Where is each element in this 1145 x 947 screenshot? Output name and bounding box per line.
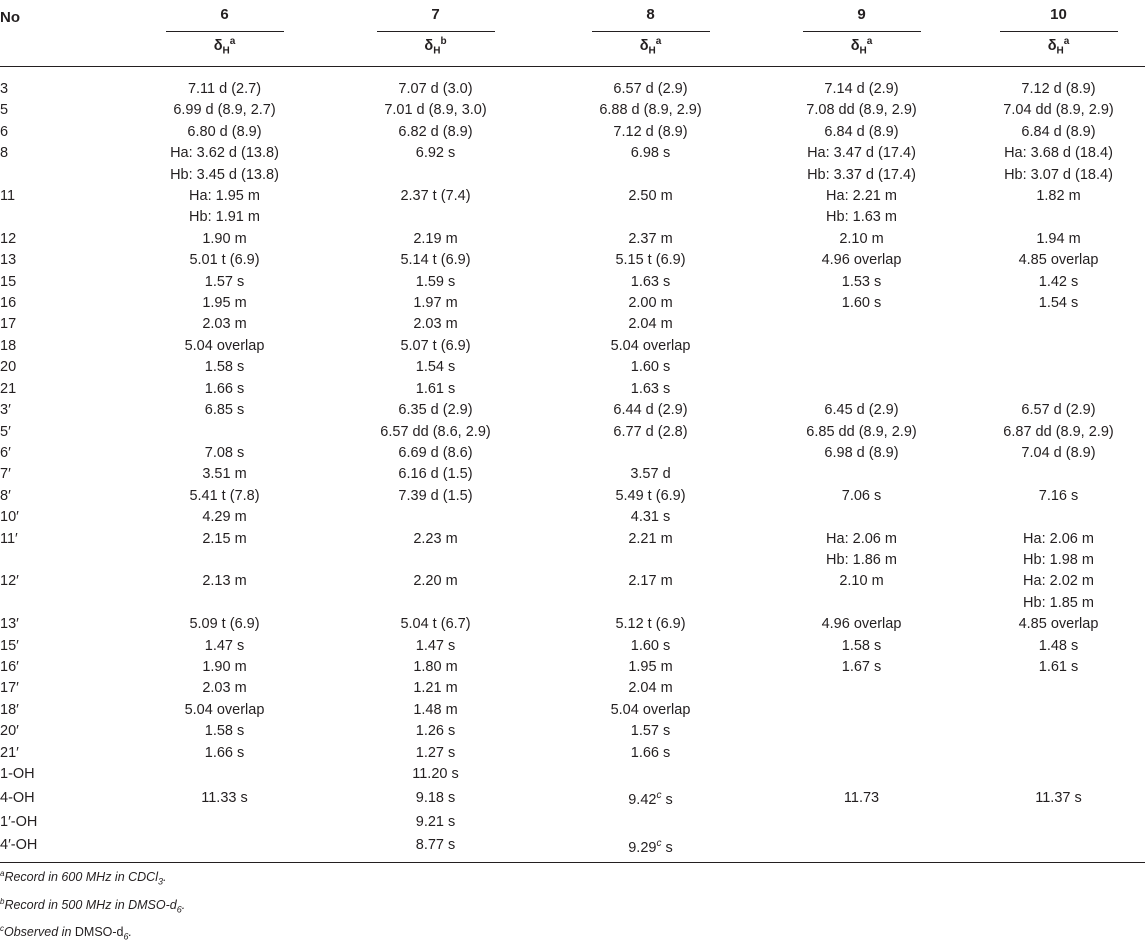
table-row [0, 812, 1145, 833]
shift-cell: 2.21 m [628, 530, 673, 547]
shift-cell: 7.39 d (1.5) [398, 487, 473, 504]
shift-cell: Ha: 2.06 m [1023, 530, 1094, 547]
row-label: 13 [0, 252, 17, 269]
shift-cell: 5.04 overlap [184, 337, 265, 354]
row-label: 12 [0, 230, 17, 247]
shift-cell: 1.60 s [630, 637, 671, 654]
table-row [0, 207, 1145, 228]
row-label: 1-OH [0, 766, 35, 782]
shift-cell: Ha: 2.21 m [826, 188, 897, 205]
shift-cell: Hb: 1.85 m [1023, 594, 1094, 611]
table-row [0, 400, 1145, 421]
shift-cell [972, 207, 1145, 228]
shift-cell [550, 550, 751, 571]
table-row [0, 593, 1145, 614]
shift-cell [972, 833, 1145, 863]
shift-cell: 2.03 m [413, 316, 458, 333]
shift-cell: Ha: 2.06 m [826, 530, 897, 547]
row-label: 6 [0, 123, 9, 140]
row-label [0, 550, 128, 571]
header-compound-7: 7 [321, 0, 550, 34]
shift-cell: 1.80 m [413, 658, 458, 675]
shift-cell [550, 593, 751, 614]
shift-cell: 1.58 s [204, 359, 245, 376]
shift-cell: 6.57 dd (8.6, 2.9) [380, 423, 491, 440]
table-row [0, 785, 1145, 811]
row-label: 12′ [0, 573, 19, 590]
shift-cell: 9.21 s [415, 813, 456, 830]
shift-cell: 1.57 s [204, 273, 245, 290]
shift-cell: 1.27 s [415, 744, 456, 761]
header-no: No [0, 8, 20, 26]
row-label: 8′ [0, 487, 11, 504]
shift-cell: 6.85 s [204, 402, 245, 419]
row-label: 6′ [0, 444, 11, 461]
table-row [0, 833, 1145, 863]
table-row [0, 79, 1145, 100]
shift-cell: 7.04 dd (8.9, 2.9) [1003, 102, 1114, 119]
shift-cell: 5.49 t (6.9) [615, 487, 686, 504]
row-label: 16′ [0, 658, 19, 675]
header-row-compounds [0, 0, 1145, 34]
shift-cell: 5.41 t (7.8) [189, 487, 260, 504]
shift-cell: 2.10 m [839, 573, 884, 590]
shift-cell: 4.29 m [202, 509, 247, 526]
shift-cell [128, 593, 321, 614]
table-row [0, 636, 1145, 657]
table-row [0, 529, 1145, 550]
row-label [0, 207, 128, 228]
table-row [0, 764, 1145, 785]
shift-cell: 2.04 m [628, 316, 673, 333]
shift-cell: 1.57 s [630, 723, 671, 740]
shift-cell: 1.97 m [413, 295, 458, 312]
row-label: 10′ [0, 509, 19, 526]
shift-cell [321, 165, 550, 186]
shift-cell: 11.20 s [412, 766, 459, 782]
shift-cell [751, 357, 972, 378]
shift-cell [128, 812, 321, 833]
table-row [0, 250, 1145, 271]
shift-cell: 6.84 d (8.9) [824, 123, 899, 140]
shift-cell: 9.18 s [415, 789, 456, 806]
delta-header-7: $\delta_H^b$ [321, 34, 550, 67]
shift-cell [321, 507, 550, 528]
shift-cell [550, 165, 751, 186]
shift-cell [321, 550, 550, 571]
shift-cell [550, 812, 751, 833]
shift-cell: 7.12 d (8.9) [613, 123, 688, 140]
row-label: 15′ [0, 637, 19, 654]
table-row [0, 550, 1145, 571]
shift-cell [550, 764, 751, 785]
table-row [0, 272, 1145, 293]
table-row [0, 357, 1145, 378]
shift-cell: 1.58 s [204, 723, 245, 740]
shift-cell: 2.03 m [202, 316, 247, 333]
shift-cell: Ha: 3.47 d (17.4) [807, 145, 916, 162]
shift-cell: 6.98 s [630, 145, 671, 162]
shift-cell: 1.66 s [630, 744, 671, 761]
shift-cell: 6.84 d (8.9) [1021, 123, 1096, 140]
shift-cell [751, 336, 972, 357]
table-row [0, 743, 1145, 764]
shift-cell: 2.50 m [628, 188, 673, 205]
row-label: 5′ [0, 423, 11, 440]
shift-cell: 6.69 d (8.6) [398, 444, 473, 461]
shift-cell [751, 379, 972, 400]
footnotes [0, 864, 185, 947]
shift-cell: 1.26 s [415, 723, 456, 740]
shift-cell [751, 700, 972, 721]
shift-cell: 6.35 d (2.9) [398, 402, 473, 419]
table-row [0, 122, 1145, 143]
shift-cell: 6.85 dd (8.9, 2.9) [806, 423, 917, 440]
shift-cell: 1.66 s [204, 380, 245, 397]
header-compound-9: 9 [751, 0, 972, 34]
row-label: 3 [0, 81, 9, 97]
shift-cell [972, 700, 1145, 721]
row-label: 11 [0, 188, 16, 205]
table-row [0, 700, 1145, 721]
footnote-mark: c [656, 838, 662, 850]
shift-cell: Ha: 2.02 m [1023, 573, 1094, 590]
row-label: 21′ [0, 744, 19, 761]
shift-cell: 5.14 t (6.9) [400, 252, 471, 269]
shift-cell [321, 207, 550, 228]
row-label: 17 [0, 316, 17, 333]
shift-cell [972, 764, 1145, 785]
shift-cell: 3.51 m [202, 466, 247, 483]
shift-cell: 4.96 overlap [821, 616, 902, 633]
shift-cell: 2.03 m [202, 680, 247, 697]
shift-cell [751, 812, 972, 833]
shift-cell: 2.15 m [202, 530, 247, 547]
table-row [0, 657, 1145, 678]
shift-cell: 6.44 d (2.9) [613, 402, 688, 419]
shift-cell: 7.07 d (3.0) [398, 81, 473, 97]
shift-cell: 1.54 s [1038, 295, 1079, 312]
row-label: 3′ [0, 402, 11, 419]
shift-cell [972, 336, 1145, 357]
delta-header-9: $\delta_H^a$ [751, 34, 972, 67]
table-body [0, 67, 1145, 863]
table-row [0, 571, 1145, 592]
shift-cell [128, 550, 321, 571]
row-label: 20 [0, 359, 17, 376]
shift-cell [751, 314, 972, 335]
shift-cell: 7.08 dd (8.9, 2.9) [806, 102, 917, 119]
shift-cell: 5.04 overlap [610, 337, 691, 354]
table-row [0, 186, 1145, 207]
shift-cell: 1.82 m [1036, 188, 1081, 205]
footnote-a: $^a$Record in 600 MHz in CDCl$_3$. [0, 869, 167, 887]
shift-cell: 7.08 s [204, 444, 245, 461]
shift-cell: 2.17 m [628, 573, 673, 590]
shift-cell: 5.04 overlap [610, 701, 691, 718]
shift-cell: 1.60 s [630, 359, 671, 376]
shift-cell: 9.42$^c$ s [628, 790, 673, 809]
row-label: 16 [0, 295, 17, 312]
shift-cell: 7.16 s [1038, 487, 1079, 504]
shift-cell: Hb: 1.86 m [826, 551, 897, 568]
shift-cell: 2.13 m [202, 573, 247, 590]
shift-cell: Hb: 1.91 m [189, 209, 260, 226]
shift-cell: 1.63 s [630, 380, 671, 397]
shift-cell: 7.04 d (8.9) [1021, 444, 1096, 461]
shift-cell: 5.01 t (6.9) [189, 252, 260, 269]
shift-cell: 2.19 m [413, 230, 458, 247]
header-compound-6: 6 [128, 0, 321, 34]
shift-cell [128, 833, 321, 863]
header-row-delta [0, 34, 1145, 67]
row-label: 5 [0, 102, 9, 119]
table-row [0, 100, 1145, 121]
delta-header-6: $\delta_H^a$ [128, 34, 321, 67]
shift-cell [972, 314, 1145, 335]
shift-cell: 2.04 m [628, 680, 673, 697]
row-label: 17′ [0, 680, 19, 697]
shift-cell: 5.15 t (6.9) [615, 252, 686, 269]
header-compound-8: 8 [550, 0, 751, 34]
shift-cell: 1.21 m [413, 680, 458, 697]
shift-cell: 1.42 s [1038, 273, 1079, 290]
shift-cell [972, 743, 1145, 764]
shift-cell [972, 812, 1145, 833]
shift-cell: 1.90 m [202, 230, 247, 247]
shift-cell: 4.96 overlap [821, 252, 902, 269]
shift-cell: 1.90 m [202, 658, 247, 675]
row-label [0, 593, 128, 614]
shift-cell: Ha: 3.62 d (13.8) [170, 145, 279, 162]
shift-cell: 3.57 d [630, 466, 671, 483]
shift-cell: 5.04 overlap [184, 701, 265, 718]
shift-cell: 1.48 s [1038, 637, 1079, 654]
shift-cell: 7.12 d (8.9) [1021, 81, 1096, 97]
row-label: 7′ [0, 466, 11, 483]
shift-cell [972, 721, 1145, 742]
shift-cell: 2.00 m [628, 295, 673, 312]
shift-cell: Hb: 1.63 m [826, 209, 897, 226]
shift-cell: 11.73 [843, 789, 880, 806]
table-row [0, 443, 1145, 464]
shift-cell: 5.04 t (6.7) [400, 616, 471, 633]
table-row [0, 165, 1145, 186]
row-label: 8 [0, 145, 9, 162]
shift-cell: 1.60 s [841, 295, 882, 312]
shift-cell: 1.58 s [841, 637, 882, 654]
footnote-b: $^b$Record in 500 MHz in DMSO-$d_6$. [0, 896, 186, 915]
shift-cell [972, 678, 1145, 699]
shift-cell: 1.95 m [628, 658, 673, 675]
shift-cell: 6.99 d (8.9, 2.7) [173, 102, 276, 119]
shift-cell: 11.37 s [1035, 789, 1082, 806]
shift-cell: 6.82 d (8.9) [398, 123, 473, 140]
table-row [0, 293, 1145, 314]
table-row [0, 143, 1145, 164]
shift-cell: 6.57 d (2.9) [613, 81, 688, 97]
shift-cell: 6.92 s [415, 145, 456, 162]
shift-cell: 9.29$^c$ s [550, 833, 751, 863]
shift-cell: 1.95 m [202, 295, 247, 312]
shift-cell: 1.94 m [1036, 230, 1081, 247]
footnote-mark: c [656, 790, 662, 802]
table-row [0, 678, 1145, 699]
table-row [0, 379, 1145, 400]
shift-cell: 11.33 s [201, 789, 248, 806]
shift-cell [128, 764, 321, 785]
row-label: 18′ [0, 701, 19, 718]
shift-cell [751, 678, 972, 699]
shift-cell: 6.16 d (1.5) [398, 466, 473, 483]
shift-cell [972, 379, 1145, 400]
shift-cell: 8.77 s [321, 833, 550, 863]
shift-cell: Hb: 3.37 d (17.4) [807, 166, 916, 183]
shift-cell: Ha: 3.68 d (18.4) [1004, 145, 1113, 162]
shift-cell: Hb: 1.98 m [1023, 551, 1094, 568]
shift-cell: 7.06 s [841, 487, 882, 504]
row-label: 1′-OH [0, 813, 38, 830]
table-row [0, 336, 1145, 357]
shift-cell: 1.48 m [413, 701, 458, 718]
shift-cell [972, 357, 1145, 378]
row-label: 21 [0, 380, 17, 397]
table-row [0, 486, 1145, 507]
shift-cell: 6.88 d (8.9, 2.9) [599, 102, 702, 119]
shift-cell: 7.01 d (8.9, 3.0) [384, 102, 487, 119]
shift-cell: 1.47 s [415, 637, 456, 654]
shift-cell: 2.10 m [839, 230, 884, 247]
shift-cell [751, 743, 972, 764]
shift-cell: 7.11 d (2.7) [187, 81, 262, 97]
shift-cell: Hb: 3.07 d (18.4) [1004, 166, 1113, 183]
shift-cell [751, 721, 972, 742]
row-label: 4-OH [0, 789, 35, 806]
shift-cell: 4.85 overlap [1018, 616, 1099, 633]
shift-cell [751, 507, 972, 528]
shift-cell: 1.54 s [415, 359, 456, 376]
shift-cell: 7.14 d (2.9) [824, 81, 899, 97]
header-compound-10: 10 [972, 0, 1145, 34]
shift-cell [751, 833, 972, 863]
shift-cell: 1.47 s [204, 637, 245, 654]
row-label: 18 [0, 337, 17, 354]
shift-cell: 2.37 t (7.4) [400, 188, 471, 205]
shift-cell [751, 464, 972, 485]
shift-cell [972, 507, 1145, 528]
row-label: 4′-OH [0, 833, 128, 863]
shift-cell [550, 443, 751, 464]
shift-cell: 1.63 s [630, 273, 671, 290]
shift-cell: 2.20 m [413, 573, 458, 590]
delta-header-10: $\delta_H^a$ [972, 34, 1145, 67]
shift-cell: 1.66 s [204, 744, 245, 761]
shift-cell: 1.67 s [841, 658, 882, 675]
delta-header-8: $\delta_H^a$ [550, 34, 751, 67]
table-row [0, 614, 1145, 635]
shift-cell: 2.37 m [628, 230, 673, 247]
shift-cell: 6.87 dd (8.9, 2.9) [1003, 423, 1114, 440]
row-label: 20′ [0, 723, 19, 740]
shift-cell: Ha: 1.95 m [189, 188, 260, 205]
shift-cell: 5.07 t (6.9) [400, 337, 471, 354]
shift-cell: 5.09 t (6.9) [189, 616, 260, 633]
shift-cell: 1.59 s [415, 273, 456, 290]
shift-cell [972, 464, 1145, 485]
shift-cell [751, 764, 972, 785]
shift-cell: 6.57 d (2.9) [1021, 402, 1096, 419]
table-row [0, 422, 1145, 443]
row-label: 11′ [0, 530, 18, 547]
shift-cell: 6.80 d (8.9) [187, 123, 262, 140]
table-row [0, 464, 1145, 485]
shift-cell [751, 593, 972, 614]
shift-cell [321, 593, 550, 614]
table-row [0, 507, 1145, 528]
table-row [0, 721, 1145, 742]
shift-cell: 4.31 s [630, 509, 671, 526]
shift-cell [550, 207, 751, 228]
shift-cell: 1.61 s [415, 380, 456, 397]
row-label: 13′ [0, 616, 19, 633]
shift-cell: 4.85 overlap [1018, 252, 1099, 269]
table-row [0, 229, 1145, 250]
row-label: 15 [0, 273, 17, 290]
shift-cell: 6.45 d (2.9) [824, 402, 899, 419]
shift-cell: Hb: 3.45 d (13.8) [170, 166, 279, 183]
shift-cell: 6.98 d (8.9) [824, 444, 899, 461]
shift-cell: 5.12 t (6.9) [615, 616, 686, 633]
shift-cell: 1.61 s [1038, 658, 1079, 675]
shift-cell: 2.23 m [413, 530, 458, 547]
shift-cell: 6.77 d (2.8) [613, 423, 688, 440]
shift-cell: 1.53 s [841, 273, 882, 290]
footnote-c: $^c$Observed in DMSO-$d_6$. [0, 924, 132, 942]
shift-cell [128, 422, 321, 443]
table-row [0, 314, 1145, 335]
row-label [0, 165, 128, 186]
